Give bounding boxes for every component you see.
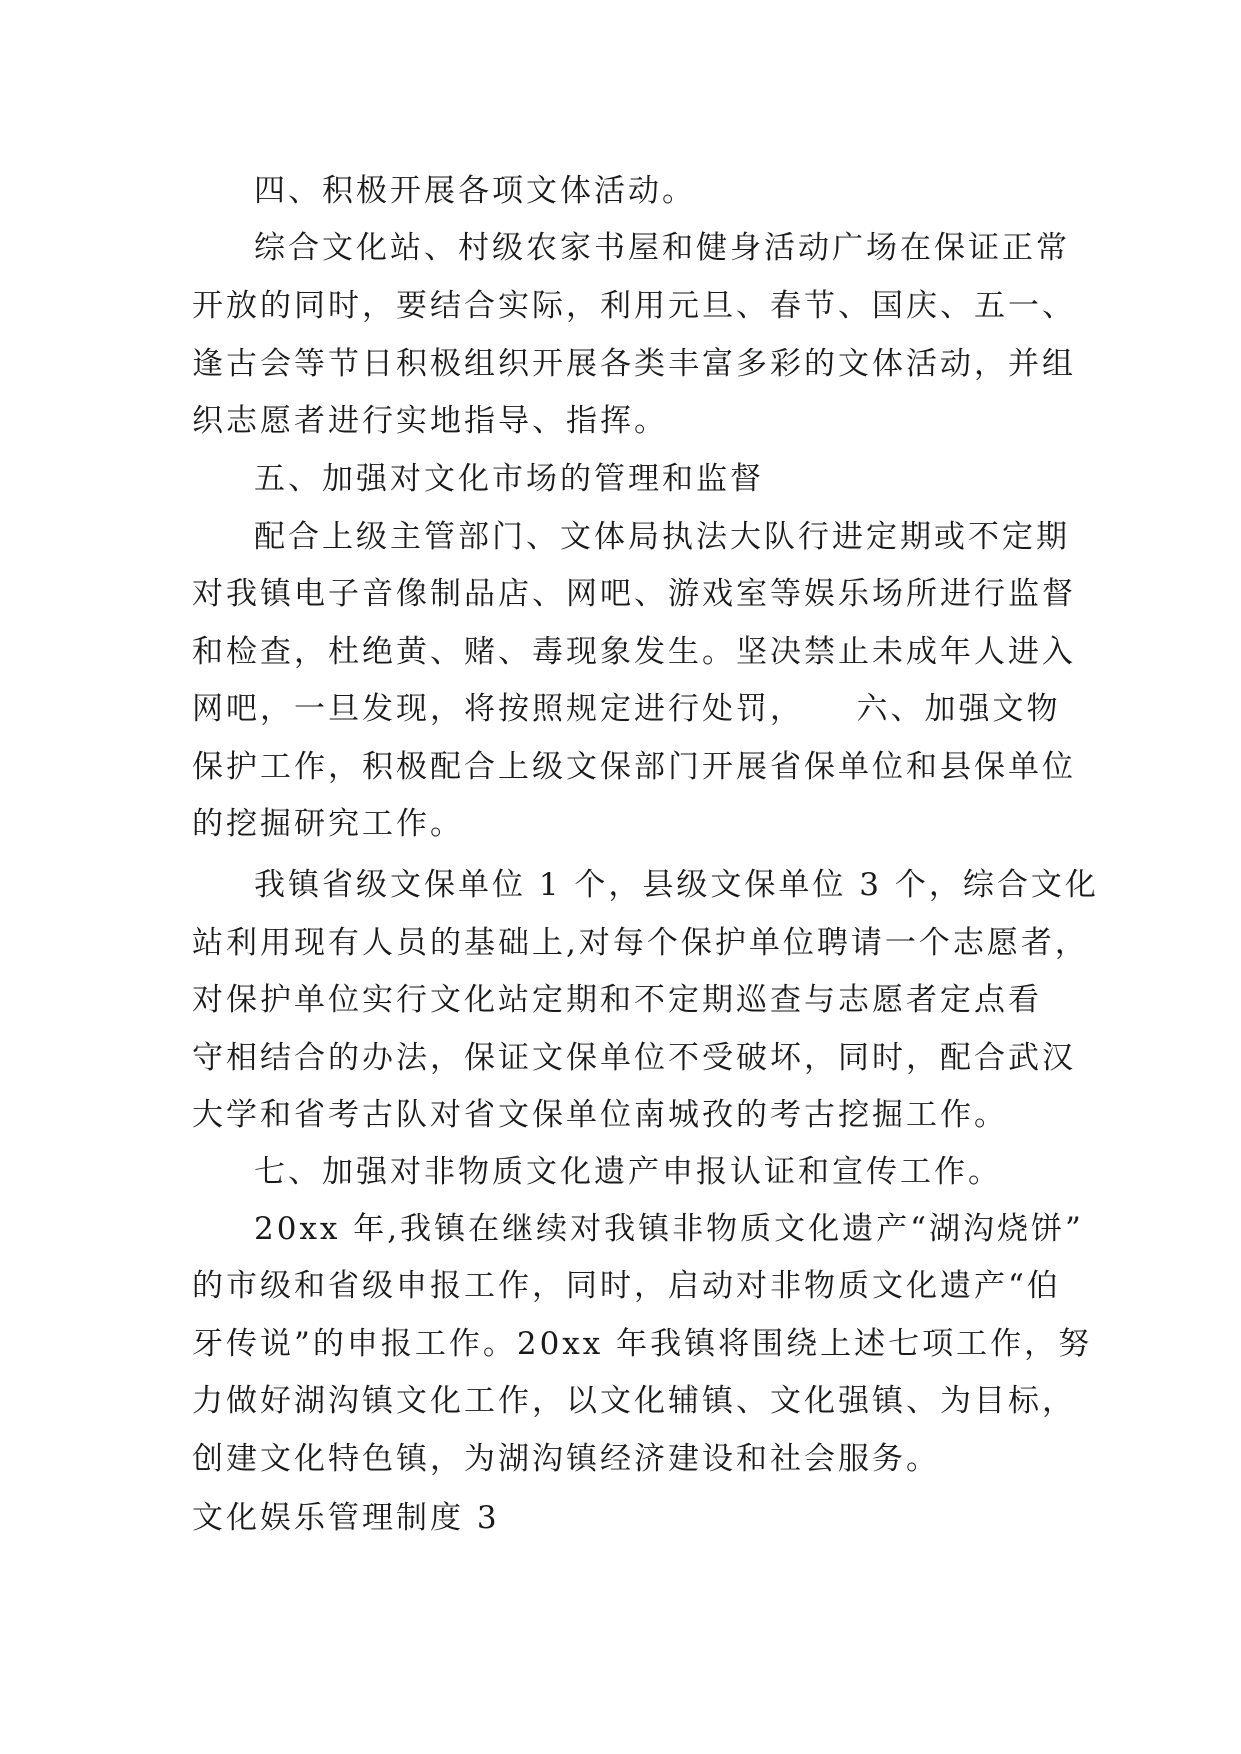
paragraph-line: 对保护单位实行文化站定期和不定期巡查与志愿者定点看 xyxy=(192,982,1042,1018)
paragraph-line: 对我镇电子音像制品店、网吧、游戏室等娱乐场所进行监督 xyxy=(192,576,1076,612)
paragraph-line: 大学和省考古队对省文保单位南城孜的考古挖掘工作。 xyxy=(192,1097,1008,1133)
paragraph-line: 的挖掘研究工作。 xyxy=(192,806,464,842)
paragraph-line: 和检查，杜绝黄、赌、毒现象发生。坚决禁止未成年人进入 xyxy=(192,634,1076,670)
paragraph-line: 创建文化特色镇，为湖沟镇经济建设和社会服务。 xyxy=(192,1441,940,1477)
document-subtitle: 文化娱乐管理制度 3 xyxy=(192,1500,500,1536)
paragraph-line: 力做好湖沟镇文化工作，以文化辅镇、文化强镇、为目标， xyxy=(192,1383,1076,1419)
paragraph-line: 配合上级主管部门、文体局执法大队行进定期或不定期 xyxy=(254,519,1070,555)
paragraph-line: 保护工作，积极配合上级文保部门开展省保单位和县保单位 xyxy=(192,749,1076,785)
paragraph-line: 的市级和省级申报工作，同时，启动对非物质文化遗产“伯 xyxy=(192,1268,1061,1304)
heading-section-4: 四、积极开展各项文体活动。 xyxy=(254,173,696,209)
paragraph-line: 站利用现有人员的基础上,对每个保护单位聘请一个志愿者， xyxy=(192,925,1089,961)
paragraph-line: 牙传说”的申报工作。20xx 年我镇将围绕上述七项工作，努 xyxy=(192,1326,1093,1362)
paragraph-line: 网吧，一旦发现，将按照规定进行处罚， 六、加强文物 xyxy=(192,691,1061,727)
paragraph-line: 逢古会等节日积极组织开展各类丰富多彩的文体活动，并组 xyxy=(192,346,1076,382)
heading-section-5: 五、加强对文化市场的管理和监督 xyxy=(254,461,764,497)
paragraph-line: 综合文化站、村级农家书屋和健身活动广场在保证正常 xyxy=(254,230,1070,266)
heading-section-7: 七、加强对非物质文化遗产申报认证和宣传工作。 xyxy=(254,1154,1002,1190)
paragraph-line: 开放的同时，要结合实际，利用元旦、春节、国庆、五一、 xyxy=(192,288,1076,324)
paragraph-line: 20xx 年,我镇在继续对我镇非物质文化遗产“湖沟烧饼” xyxy=(254,1211,1084,1247)
paragraph-line: 守相结合的办法，保证文保单位不受破坏，同时，配合武汉 xyxy=(192,1040,1076,1076)
paragraph-line: 织志愿者进行实地指导、指挥。 xyxy=(192,403,668,439)
paragraph-line: 我镇省级文保单位 1 个，县级文保单位 3 个，综合文化 xyxy=(254,867,1099,903)
